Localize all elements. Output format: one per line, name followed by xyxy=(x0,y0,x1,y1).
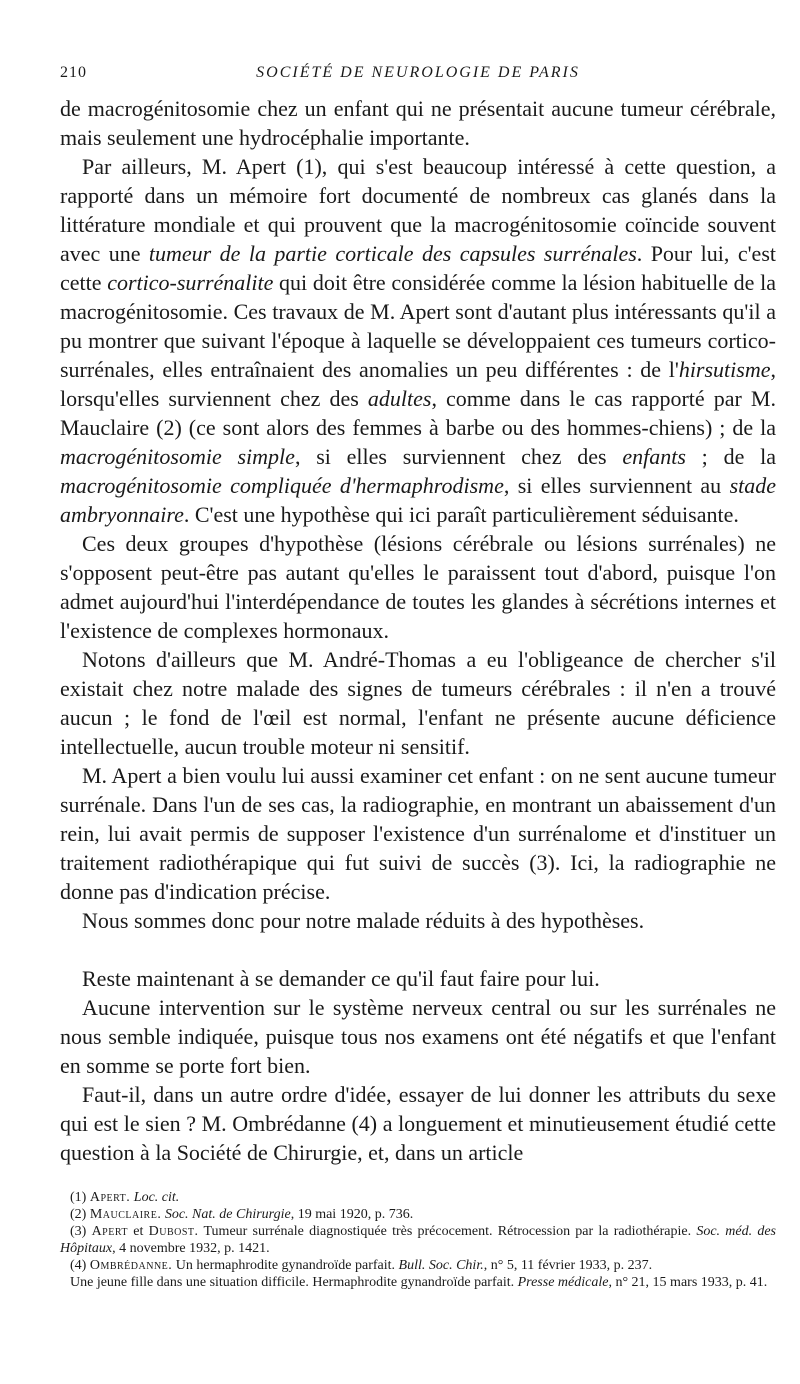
paragraph-7: Reste maintenant à se demander ce qu'il faut faire pour lui. xyxy=(82,966,600,991)
body-text xyxy=(60,94,776,1167)
footnote-number: (2) xyxy=(70,1207,90,1222)
italic-run: macrogénitosomie compliquée d'hermaphrodisme xyxy=(60,473,504,498)
paragraph-2 xyxy=(60,152,776,529)
paragraph-9: Faut-il, dans un autre ordre d'idée, essayer de lui donner les attributs du sexe qui est le sien ? M. Ombrédanne (4) a longuement et minutieusement étudié cette question à la Société de Chirurgie, et, dans un article xyxy=(60,1082,776,1165)
text-run: , lorsqu'elles surviennent chez des xyxy=(60,357,776,411)
footnote-author: Apert xyxy=(91,1224,129,1239)
text-run: , si elles surviennent chez des xyxy=(294,444,623,469)
footnote-author: Dubost. xyxy=(148,1224,199,1239)
text-run: ; de la xyxy=(685,444,776,469)
footnote-text: Une jeune fille dans une situation difficile. Hermaphrodite gynandroïde parfait. xyxy=(70,1275,518,1290)
footnotes xyxy=(60,1189,776,1291)
paragraph-8: Aucune intervention sur le système nerveux central ou sur les surrénales ne nous semble indiquée, puisque tous nos examens ont été négatifs et que l'enfant en somme se porte fort bien. xyxy=(60,995,776,1078)
italic-run: macrogénitosomie simple xyxy=(60,444,295,469)
footnote-2 xyxy=(60,1206,776,1223)
italic-run: hirsutisme xyxy=(678,357,771,382)
footnote-tail: , n° 5, 11 février 1933, p. 237. xyxy=(483,1258,653,1273)
footnote-source: Soc. Nat. de Chirurgie xyxy=(164,1207,291,1222)
italic-run: enfants xyxy=(622,444,686,469)
italic-run: tumeur de la partie corticale des capsules surrénales xyxy=(148,241,637,266)
italic-run: stade ambryonnaire xyxy=(60,473,777,527)
footnote-1 xyxy=(60,1189,776,1206)
running-title: SOCIÉTÉ DE NEUROLOGIE DE PARIS xyxy=(256,64,580,81)
footnote-text: et xyxy=(128,1224,149,1239)
text-run: Par ailleurs, M. Apert (1), qui s'est beaucoup intéressé à cette question, a rapporté dans un mémoire fort documenté de nombreux cas glanés dans la littérature mondiale et qui prouvent que la macrogénitosomie coïncide souvent avec une xyxy=(60,154,776,266)
paragraph-5: M. Apert a bien voulu lui aussi examiner cet enfant : on ne sent aucune tumeur surrénale. Dans l'un de ses cas, la radiographie, en montrant un abaissement d'un rein, lui avait permis de supposer l'existence d'un surrénalome et d'instituer un traitement radiothérapique qui fut suivi de succès (3). Ici, la radiographie ne donne pas d'indication précise. xyxy=(60,763,776,904)
italic-run: cortico-surrénalite xyxy=(107,270,274,295)
footnote-text: Tumeur surrénale diagnostiquée très précocement. Rétrocession par la radiothérapie. xyxy=(198,1224,697,1239)
text-run: , si elles surviennent au xyxy=(503,473,730,498)
footnote-number: (3) xyxy=(70,1224,92,1239)
footnote-tail: , 19 mai 1920, p. 736. xyxy=(290,1207,414,1222)
page-number: 210 xyxy=(60,64,87,81)
footnote-author: Mauclaire. xyxy=(89,1207,162,1222)
footnote-number: (4) xyxy=(70,1258,90,1273)
footnote-source: Loc. cit. xyxy=(133,1190,180,1205)
paragraph-1: de macrogénitosomie chez un enfant qui ne présentait aucune tumeur cérébrale, mais seulement une hydrocéphalie importante. xyxy=(60,96,776,150)
footnote-3 xyxy=(60,1223,776,1257)
text-run: , comme dans le cas rapporté par M. Mauclaire (2) (ce sont alors des femmes à barbe ou des hommes-chiens) ; de la xyxy=(60,386,776,440)
running-header xyxy=(60,64,776,94)
footnote-4 xyxy=(60,1257,776,1274)
page xyxy=(60,64,776,1291)
text-run: . C'est une hypothèse qui ici paraît particulièrement séduisante. xyxy=(183,502,739,527)
paragraph-3: Ces deux groupes d'hypothèse (lésions cérébrale ou lésions surrénales) ne s'opposent peut-être pas autant qu'elles le paraissent tout d'abord, puisque l'on admet aujourd'hui l'interdépendance de toutes les glandes à sécrétions internes et l'existence de complexes hormonaux. xyxy=(60,531,776,643)
footnote-source: Presse médicale xyxy=(517,1275,609,1290)
footnote-tail: , n° 21, 15 mars 1933, p. 41. xyxy=(608,1275,768,1290)
italic-run: adultes xyxy=(367,386,432,411)
text-run: qui doit être considérée comme la lésion habituelle de la macrogénitosomie. Ces travaux de M. Apert sont d'autant plus intéressants qu'il a pu montrer que suivant l'époque à laquelle se développaient ces tumeurs cortico-surrénales, elles entraînaient des anomalies un peu différentes : de l' xyxy=(60,270,776,382)
paragraph-6: Nous sommes donc pour notre malade réduits à des hypothèses. xyxy=(82,908,645,933)
section-gap xyxy=(60,935,776,964)
text-run: . Pour lui, c'est cette xyxy=(60,241,776,295)
footnote-source: Bull. Soc. Chir. xyxy=(398,1258,484,1273)
footnote-source: Soc. méd. des Hôpitaux xyxy=(60,1224,777,1256)
footnote-text: Un hermaphrodite gynandroïde parfait. xyxy=(172,1258,399,1273)
paragraph-4: Notons d'ailleurs que M. André-Thomas a eu l'obligeance de chercher s'il existait chez notre malade des signes de tumeurs cérébrales : il n'en a trouvé aucun ; le fond de l'œil est normal, l'enfant ne présente aucune déficience intellectuelle, aucun trouble moteur ni sensitif. xyxy=(60,647,776,759)
footnote-tail: , 4 novembre 1932, p. 1421. xyxy=(112,1241,270,1256)
footnote-author: Ombrédanne. xyxy=(89,1258,173,1273)
footnote-5 xyxy=(60,1274,776,1291)
footnote-number: (1) xyxy=(70,1190,90,1205)
footnote-author: Apert. xyxy=(89,1190,131,1205)
